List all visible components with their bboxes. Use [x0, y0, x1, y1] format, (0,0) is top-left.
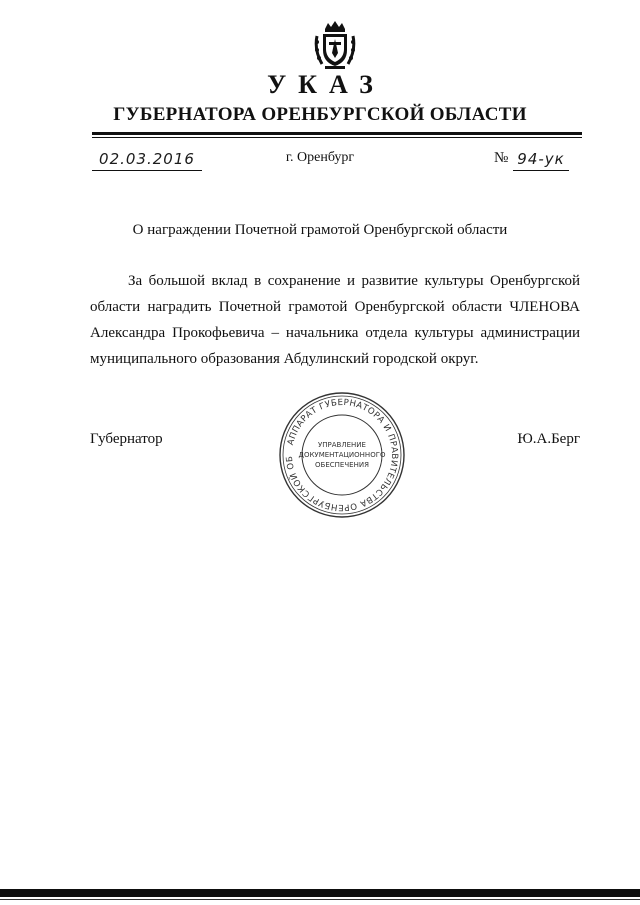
stamp-line-1: УПРАВЛЕНИЕ: [318, 441, 366, 449]
document-heading: О награждении Почетной грамотой Оренбургской области: [132, 222, 508, 238]
document-number: 94-ук: [513, 150, 569, 171]
header-divider-thick: [92, 132, 582, 135]
document-number-label: №: [494, 150, 509, 166]
signer-name: Ю.А.Берг: [517, 431, 580, 447]
stamp-line-2: ДОКУМЕНТАЦИОННОГО: [298, 451, 386, 459]
official-stamp: [277, 390, 407, 520]
document-type-title: УКАЗ: [267, 70, 385, 99]
stamp-ring-text: АППАРАТ ГУБЕРНАТОРА И ПРАВИТЕЛЬСТВА ОРЕНБУРГСКОЙ ОБ: [284, 397, 400, 513]
page-bottom-edge: [0, 889, 640, 897]
stamp-line-3: ОБЕСПЕЧЕНИЯ: [315, 461, 369, 469]
issuer-subtitle: ГУБЕРНАТОРА ОРЕНБУРГСКОЙ ОБЛАСТИ: [113, 104, 527, 125]
page-bottom-line: [0, 899, 640, 900]
document-date: 02.03.2016: [92, 150, 202, 171]
coat-of-arms-icon: [313, 20, 357, 70]
document-city: г. Оренбург: [285, 150, 355, 165]
document-body: За большой вклад в сохранение и развитие культуры Оренбургской области наградить Почетной грамотой Оренбургской области ЧЛЕНОВА Александра Прокофьевича – начальника отдела культуры администрации муниципального образования Абдулинский городской округ.: [90, 273, 580, 367]
signer-title: Губернатор: [90, 431, 163, 447]
header-divider-thin: [92, 137, 582, 138]
